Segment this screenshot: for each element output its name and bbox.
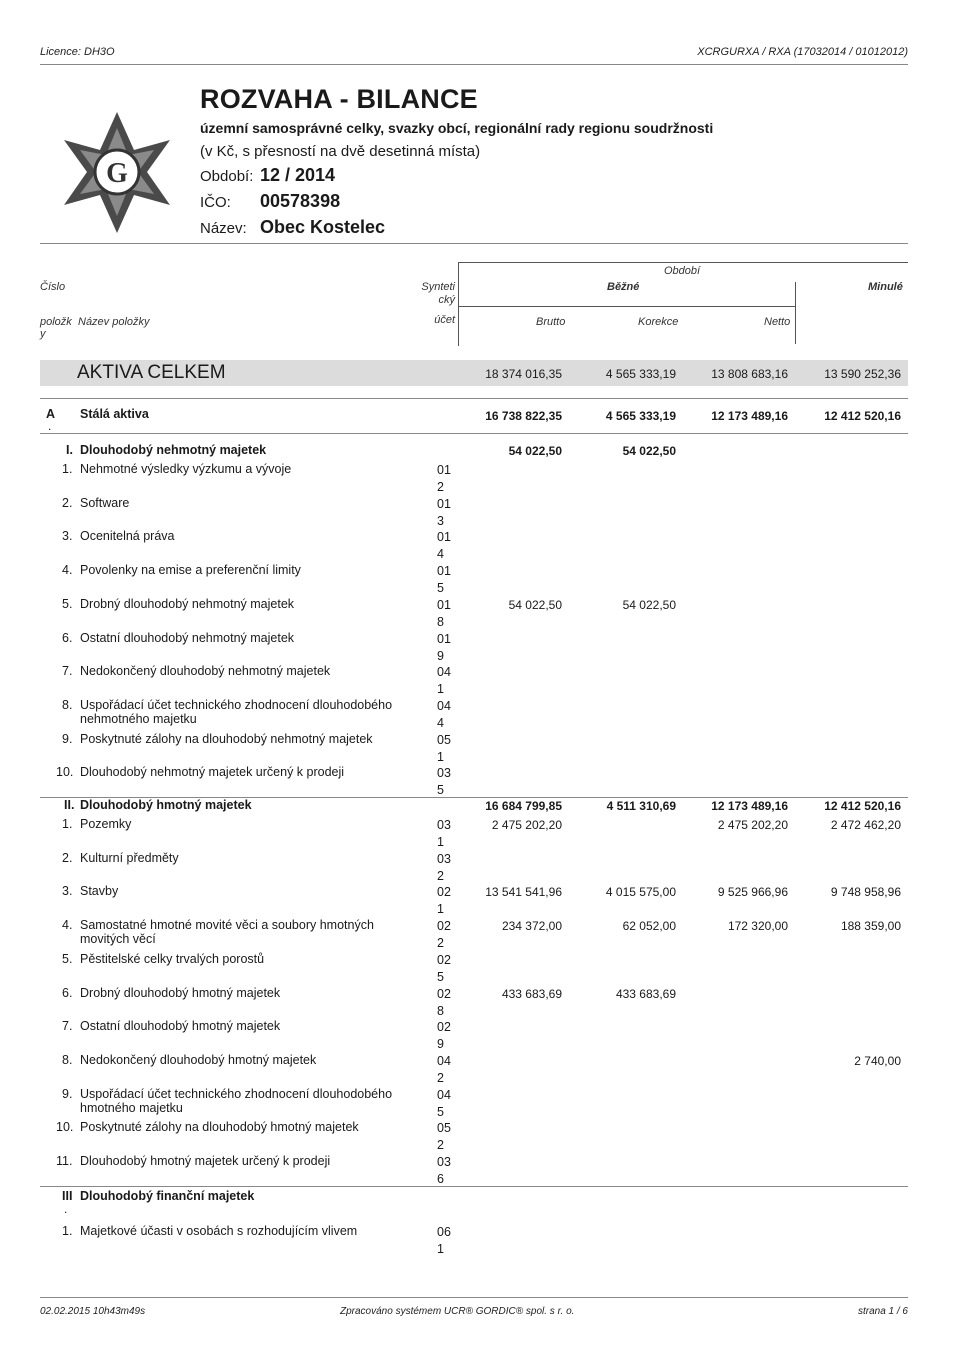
item-account-code-2: 2 <box>437 1138 444 1152</box>
item-account-code-2: 5 <box>437 1105 444 1119</box>
item-number: 4. <box>62 563 73 577</box>
item-account-code: 04 <box>437 1088 451 1102</box>
item-account-code: 04 <box>437 665 451 679</box>
item-label: Nedokončený dlouhodobý hmotný majetek <box>80 1053 317 1067</box>
item-label: Pěstitelské celky trvalých porostů <box>80 952 265 966</box>
item-label: Dlouhodobý nehmotný majetek určený k prodeji <box>80 765 345 779</box>
stala-aktiva-brutto: 16 738 822,35 <box>485 409 562 423</box>
item-number: 6. <box>62 986 73 1000</box>
item-number: 6. <box>62 631 73 645</box>
col-netto: Netto <box>764 316 791 328</box>
item-label: Poskytnuté zálohy na dlouhodobý nehmotný majetek <box>80 732 373 746</box>
col-bezne: Běžné <box>607 281 640 293</box>
item-label-cont: movitých věcí <box>80 932 156 946</box>
item-brutto: 13 541 541,96 <box>485 885 562 899</box>
item-account-code: 02 <box>437 987 451 1001</box>
item-account-code: 01 <box>437 497 451 511</box>
header-rule <box>40 64 908 65</box>
item-label: Dlouhodobý hmotný majetek určený k prodeji <box>80 1154 331 1168</box>
col-nazev-polozky: Název položky <box>78 316 150 328</box>
grid-line <box>458 262 459 346</box>
subtitle-precision: (v Kč, s přesností na dvě desetinná místa) <box>200 143 481 160</box>
section-brutto: 16 684 799,85 <box>485 799 562 813</box>
section-code: III <box>62 1189 73 1203</box>
stala-aktiva-label: Stálá aktiva <box>80 407 149 421</box>
item-account-code: 01 <box>437 530 451 544</box>
item-minule: 2 740,00 <box>854 1054 901 1068</box>
item-account-code: 03 <box>437 766 451 780</box>
item-account-code: 04 <box>437 1054 451 1068</box>
obdobi-value: 12 / 2014 <box>260 165 336 185</box>
item-account-code: 02 <box>437 953 451 967</box>
section-minule: 12 412 520,16 <box>824 799 901 813</box>
section-code: I. <box>66 443 73 457</box>
col-korekce: Korekce <box>638 316 679 328</box>
item-account-code-2: 1 <box>437 750 444 764</box>
item-label: Kulturní předměty <box>80 851 179 865</box>
item-minule: 2 472 462,20 <box>830 818 901 832</box>
item-account-code: 05 <box>437 1121 451 1135</box>
item-number: 7. <box>62 664 73 678</box>
item-netto: 172 320,00 <box>727 919 788 933</box>
aktiva-celkem-korekce: 4 565 333,19 <box>605 367 676 381</box>
section-rule <box>40 433 908 434</box>
item-account-code-2: 8 <box>437 615 444 629</box>
svg-text:G: G <box>106 158 128 189</box>
item-korekce: 433 683,69 <box>615 987 676 1001</box>
section-korekce: 4 511 310,69 <box>606 799 676 813</box>
item-label-cont: nehmotného majetku <box>80 712 197 726</box>
item-brutto: 54 022,50 <box>508 598 562 612</box>
item-account-code: 02 <box>437 919 451 933</box>
col-polozky: položk <box>40 316 72 328</box>
item-label: Drobný dlouhodobý nehmotný majetek <box>80 597 295 611</box>
item-number: 1. <box>62 1224 73 1238</box>
section-korekce: 54 022,50 <box>622 444 676 458</box>
nazev-value: Obec Kostelec <box>260 217 386 237</box>
col-cislo: Číslo <box>40 281 66 293</box>
item-account-code-2: 8 <box>437 1004 444 1018</box>
item-number: 1. <box>62 462 73 476</box>
item-account-code-2: 1 <box>437 902 444 916</box>
item-number: 8. <box>62 698 73 712</box>
item-account-code: 05 <box>437 733 451 747</box>
item-netto: 2 475 202,20 <box>717 818 788 832</box>
item-account-code-2: 2 <box>437 869 444 883</box>
item-label: Samostatné hmotné movité věci a soubory hmotných <box>80 918 374 932</box>
item-account-code-2: 5 <box>437 970 444 984</box>
item-account-code-2: 2 <box>437 1071 444 1085</box>
stala-aktiva-dot: . <box>48 419 52 433</box>
item-netto: 9 525 966,96 <box>717 885 788 899</box>
section-brutto: 54 022,50 <box>508 444 562 458</box>
item-label: Stavby <box>80 884 119 898</box>
col-brutto: Brutto <box>536 316 566 328</box>
section-rule <box>40 1186 908 1187</box>
col-minule: Minulé <box>868 281 903 293</box>
grid-line <box>795 282 796 344</box>
item-account-code-2: 1 <box>437 682 444 696</box>
section-label: Dlouhodobý finanční majetek <box>80 1189 255 1203</box>
item-number: 7. <box>62 1019 73 1033</box>
footer-rule <box>40 1297 908 1298</box>
item-number: 4. <box>62 918 73 932</box>
footer-page: strana 1 / 6 <box>857 1306 908 1317</box>
item-minule: 188 359,00 <box>840 919 901 933</box>
nazev-label: Název: <box>200 220 247 237</box>
aktiva-celkem-brutto: 18 374 016,35 <box>485 367 562 381</box>
item-brutto: 2 475 202,20 <box>491 818 562 832</box>
item-account-code-2: 1 <box>437 835 444 849</box>
stala-aktiva-netto: 12 173 489,16 <box>711 409 788 423</box>
item-account-code-2: 3 <box>437 514 444 528</box>
item-label: Majetkové účasti v osobách s rozhodujícím vlivem <box>80 1224 358 1238</box>
stala-aktiva-minule: 12 412 520,16 <box>824 409 901 423</box>
item-number: 5. <box>62 597 73 611</box>
item-account-code: 01 <box>437 598 451 612</box>
item-number: 8. <box>62 1053 73 1067</box>
section-netto: 12 173 489,16 <box>711 799 788 813</box>
item-account-code: 02 <box>437 1020 451 1034</box>
item-label: Uspořádací účet technického zhodnocení dlouhodobého <box>80 1087 393 1101</box>
item-account-code-2: 2 <box>437 480 444 494</box>
item-korekce: 4 015 575,00 <box>605 885 676 899</box>
item-number: 1. <box>62 817 73 831</box>
licence-text: Licence: DH3O <box>40 46 115 58</box>
item-account-code-2: 4 <box>437 547 444 561</box>
section-label: Dlouhodobý hmotný majetek <box>80 798 252 812</box>
gordic-logo-icon <box>62 110 172 235</box>
item-number: 11. <box>56 1154 73 1168</box>
item-label-cont: hmotného majetku <box>80 1101 183 1115</box>
aktiva-celkem-netto: 13 808 683,16 <box>711 367 788 381</box>
item-account-code: 03 <box>437 818 451 832</box>
col-synteticky-2: cký <box>438 294 455 306</box>
item-label: Drobný dlouhodobý hmotný majetek <box>80 986 281 1000</box>
item-account-code: 01 <box>437 564 451 578</box>
obdobi-label: Období: <box>200 168 254 185</box>
aktiva-celkem-label: AKTIVA CELKEM <box>77 362 226 383</box>
title-rule <box>40 243 908 244</box>
item-label: Nehmotné výsledky výzkumu a vývoje <box>80 462 292 476</box>
col-synteticky: Synteti <box>421 281 455 293</box>
col-polozky-y: y <box>40 328 46 340</box>
item-account-code-2: 5 <box>437 783 444 797</box>
item-brutto: 433 683,69 <box>501 987 562 1001</box>
item-account-code-2: 6 <box>437 1172 444 1186</box>
section-label: Dlouhodobý nehmotný majetek <box>80 443 267 457</box>
item-number: 9. <box>62 1087 73 1101</box>
item-label: Pozemky <box>80 817 132 831</box>
aktiva-celkem-minule: 13 590 252,36 <box>824 367 901 381</box>
item-minule: 9 748 958,96 <box>830 885 901 899</box>
item-account-code: 02 <box>437 885 451 899</box>
item-brutto: 234 372,00 <box>501 919 562 933</box>
item-account-code: 03 <box>437 852 451 866</box>
footer-system: Zpracováno systémem UCR® GORDIC® spol. s r. o. <box>340 1306 575 1317</box>
item-account-code-2: 2 <box>437 936 444 950</box>
stala-aktiva-korekce: 4 565 333,19 <box>605 409 676 423</box>
item-label: Uspořádací účet technického zhodnocení dlouhodobého <box>80 698 393 712</box>
item-account-code-2: 5 <box>437 581 444 595</box>
item-label: Ocenitelná práva <box>80 529 175 543</box>
item-number: 9. <box>62 732 73 746</box>
item-number: 3. <box>62 884 73 898</box>
item-account-code: 04 <box>437 699 451 713</box>
item-label: Ostatní dlouhodobý hmotný majetek <box>80 1019 281 1033</box>
item-label: Software <box>80 496 130 510</box>
item-number: 10. <box>56 1120 74 1134</box>
item-account-code: 06 <box>437 1225 451 1239</box>
col-ucet: účet <box>434 314 455 326</box>
item-label: Nedokončený dlouhodobý nehmotný majetek <box>80 664 331 678</box>
item-account-code-2: 1 <box>437 1242 444 1256</box>
item-account-code-2: 9 <box>437 1037 444 1051</box>
grid-line <box>458 306 796 307</box>
grid-line <box>458 262 908 263</box>
report-code: XCRGURXA / RXA (17032014 / 01012012) <box>697 46 908 58</box>
stala-aktiva-code: A <box>46 407 56 421</box>
band-rule <box>40 398 908 399</box>
item-account-code: 03 <box>437 1155 451 1169</box>
col-obdobi: Období <box>664 265 701 277</box>
section-code-dot: . <box>64 1202 68 1216</box>
item-label: Poskytnuté zálohy na dlouhodobý hmotný majetek <box>80 1120 359 1134</box>
section-code: II. <box>64 798 75 812</box>
item-number: 3. <box>62 529 73 543</box>
item-number: 2. <box>62 496 73 510</box>
item-account-code: 01 <box>437 632 451 646</box>
item-number: 10. <box>56 765 74 779</box>
item-korekce: 62 052,00 <box>622 919 676 933</box>
item-label: Povolenky na emise a preferenční limity <box>80 563 301 577</box>
item-account-code-2: 4 <box>437 716 444 730</box>
item-account-code: 01 <box>437 463 451 477</box>
item-number: 5. <box>62 952 73 966</box>
item-number: 2. <box>62 851 73 865</box>
ico-label: IČO: <box>200 194 231 211</box>
item-account-code-2: 9 <box>437 649 444 663</box>
item-label: Ostatní dlouhodobý nehmotný majetek <box>80 631 295 645</box>
footer-timestamp: 02.02.2015 10h43m49s <box>40 1306 146 1317</box>
item-korekce: 54 022,50 <box>622 598 676 612</box>
subtitle-entities: územní samosprávné celky, svazky obcí, regionální rady regionu soudržnosti <box>200 120 714 136</box>
ico-value: 00578398 <box>260 191 341 211</box>
page-title: ROZVAHA - BILANCE <box>200 84 478 114</box>
